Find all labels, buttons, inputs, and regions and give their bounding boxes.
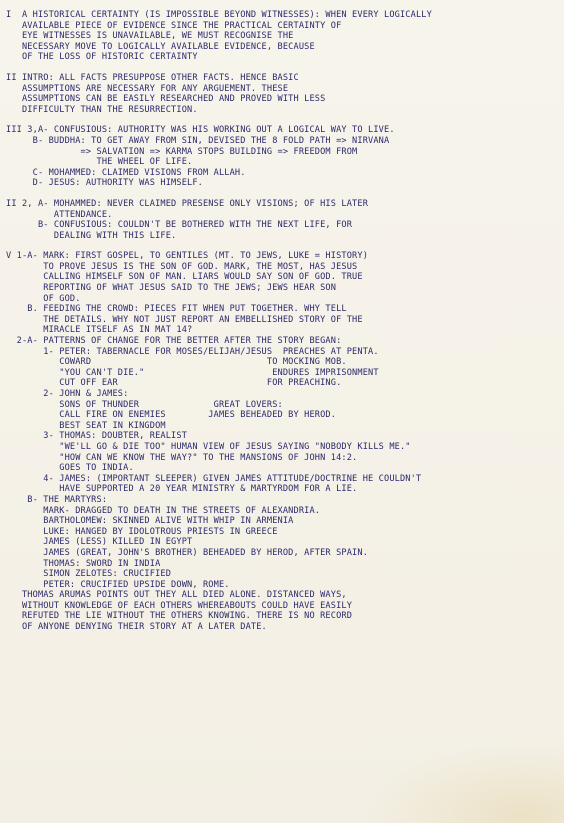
note-line: 1- PETER: TABERNACLE FOR MOSES/ELIJAH/JESUS PREACHES AT PENTA. [6,346,379,357]
note-line: CALL FIRE ON ENEMIES JAMES BEHEADED BY HEROD. [6,410,337,421]
note-line: WITHOUT KNOWLEDGE OF EACH OTHERS WHEREABOUTS COULD HAVE EASILY [6,600,353,611]
note-line: B- CONFUSIOUS: COULDN'T BE BOTHERED WITH THE NEXT LIFE, FOR [6,220,353,231]
note-line: SONS OF THUNDER GREAT LOVERS: [6,399,283,410]
note-line: COWARD TO MOCKING MOB. [6,357,347,368]
note-line: "HOW CAN WE KNOW THE WAY?" TO THE MANSIONS OF JOHN 14:2. [6,452,358,463]
note-section [6,251,554,632]
note-line: C- MOHAMMED: CLAIMED VISIONS FROM ALLAH. [6,167,246,178]
note-line: OF GOD. [6,293,81,304]
note-line: B- THE MARTYRS: [6,494,108,505]
note-line: "WE'LL GO & DIE TOO" HUMAN VIEW OF JESUS SAYING "NOBODY KILLS ME." [6,441,411,452]
note-line: => SALVATION => KARMA STOPS BUILDING => FREEDOM FROM [6,146,358,157]
note-line: ASSUMPTIONS ARE NECESSARY FOR ANY ARGUEMENT. THESE [6,83,289,94]
note-line: III 3,A- CONFUSIOUS: AUTHORITY WAS HIS WORKING OUT A LOGICAL WAY TO LIVE. [6,125,395,136]
note-line: HAVE SUPPORTED A 20 YEAR MINISTRY & MARTYRDOM FOR A LIE. [6,484,358,495]
note-line: B- BUDDHA: TO GET AWAY FROM SIN, DEVISED THE 8 FOLD PATH => NIRVANA [6,135,390,146]
note-section [6,125,554,189]
note-line: ATTENDANCE. [6,209,113,220]
note-line: V 1-A- MARK: FIRST GOSPEL, TO GENTILES (MT. TO JEWS, LUKE = HISTORY) [6,251,369,262]
note-line: TO PROVE JESUS IS THE SON OF GOD. MARK, THE MOST, HAS JESUS [6,261,358,272]
note-line: REPORTING OF WHAT JESUS SAID TO THE JEWS; JEWS HEAR SON [6,283,337,294]
note-section [6,73,554,115]
note-content [6,10,554,633]
note-line: "YOU CAN'T DIE." ENDURES IMPRISONMENT [6,367,379,378]
note-line: PETER: CRUCIFIED UPSIDE DOWN, ROME. [6,579,230,590]
note-line: REFUTED THE LIE WITHOUT THE OTHERS KNOWING. THERE IS NO RECORD [6,611,353,622]
note-line: THOMAS: SWORD IN INDIA [6,558,161,569]
paper-stain [364,743,564,823]
note-line: NECESSARY MOVE TO LOGICALLY AVAILABLE EVIDENCE, BECAUSE [6,41,315,52]
note-line: B. FEEDING THE CROWD: PIECES FIT WHEN PUT TOGETHER. WHY TELL [6,304,347,315]
note-line: I A HISTORICAL CERTAINTY (IS IMPOSSIBLE BEYOND WITNESSES): WHEN EVERY LOGICALLY [6,10,432,20]
note-line: AVAILABLE PIECE OF EVIDENCE SINCE THE PRACTICAL CERTAINTY OF [6,20,342,31]
note-line: THOMAS ARUMAS POINTS OUT THEY ALL DIED ALONE. DISTANCED WAYS, [6,590,347,601]
note-line: THE DETAILS. WHY NOT JUST REPORT AN EMBELLISHED STORY OF THE [6,314,363,325]
note-section [6,199,554,241]
note-line: OF ANYONE DENYING THEIR STORY AT A LATER DATE. [6,622,267,633]
note-line: BEST SEAT IN KINGDOM [6,420,166,431]
note-line: OF THE LOSS OF HISTORIC CERTAINTY [6,52,198,63]
note-line: LUKE: HANGED BY IDOLOTROUS PRIESTS IN GREECE [6,526,278,537]
note-line: THE WHEEL OF LIFE. [6,157,193,168]
note-section [6,10,554,63]
note-line: 4- JAMES: (IMPORTANT SLEEPER) GIVEN JAMES ATTITUDE/DOCTRINE HE COULDN'T [6,473,422,484]
note-line: II 2, A- MOHAMMED: NEVER CLAIMED PRESENSE ONLY VISIONS; OF HIS LATER [6,198,369,209]
note-line: 3- THOMAS: DOUBTER, REALIST [6,431,188,442]
note-line: II INTRO: ALL FACTS PRESUPPOSE OTHER FACTS. HENCE BASIC [6,72,299,83]
note-line: 2-A- PATTERNS OF CHANGE FOR THE BETTER AFTER THE STORY BEGAN: [6,336,342,347]
note-line: BARTHOLOMEW: SKINNED ALIVE WITH WHIP IN ARMENIA [6,516,294,527]
note-line: CUT OFF EAR FOR PREACHING. [6,378,342,389]
note-line: JAMES (LESS) KILLED IN EGYPT [6,537,193,548]
note-line: D- JESUS: AUTHORITY WAS HIMSELF. [6,178,203,189]
note-line: JAMES (GREAT, JOHN'S BROTHER) BEHEADED BY HEROD, AFTER SPAIN. [6,547,369,558]
note-line: DEALING WITH THIS LIFE. [6,230,177,241]
note-line: SIMON ZELOTES: CRUCIFIED [6,569,172,580]
note-line: GOES TO INDIA. [6,463,134,474]
note-line: ASSUMPTIONS CAN BE EASILY RESEARCHED AND PROVED WITH LESS [6,94,326,105]
note-line: DIFFICULTY THAN THE RESURRECTION. [6,104,198,115]
note-line: MIRACLE ITSELF AS IN MAT 14? [6,325,193,336]
note-line: CALLING HIMSELF SON OF MAN. LIARS WOULD SAY SON OF GOD. TRUE [6,272,363,283]
note-line: EYE WITNESSES IS UNAVAILABLE, WE MUST RECOGNISE THE [6,31,294,42]
note-line: MARK- DRAGGED TO DEATH IN THE STREETS OF ALEXANDRIA. [6,505,321,516]
note-line: 2- JOHN & JAMES: [6,389,129,399]
